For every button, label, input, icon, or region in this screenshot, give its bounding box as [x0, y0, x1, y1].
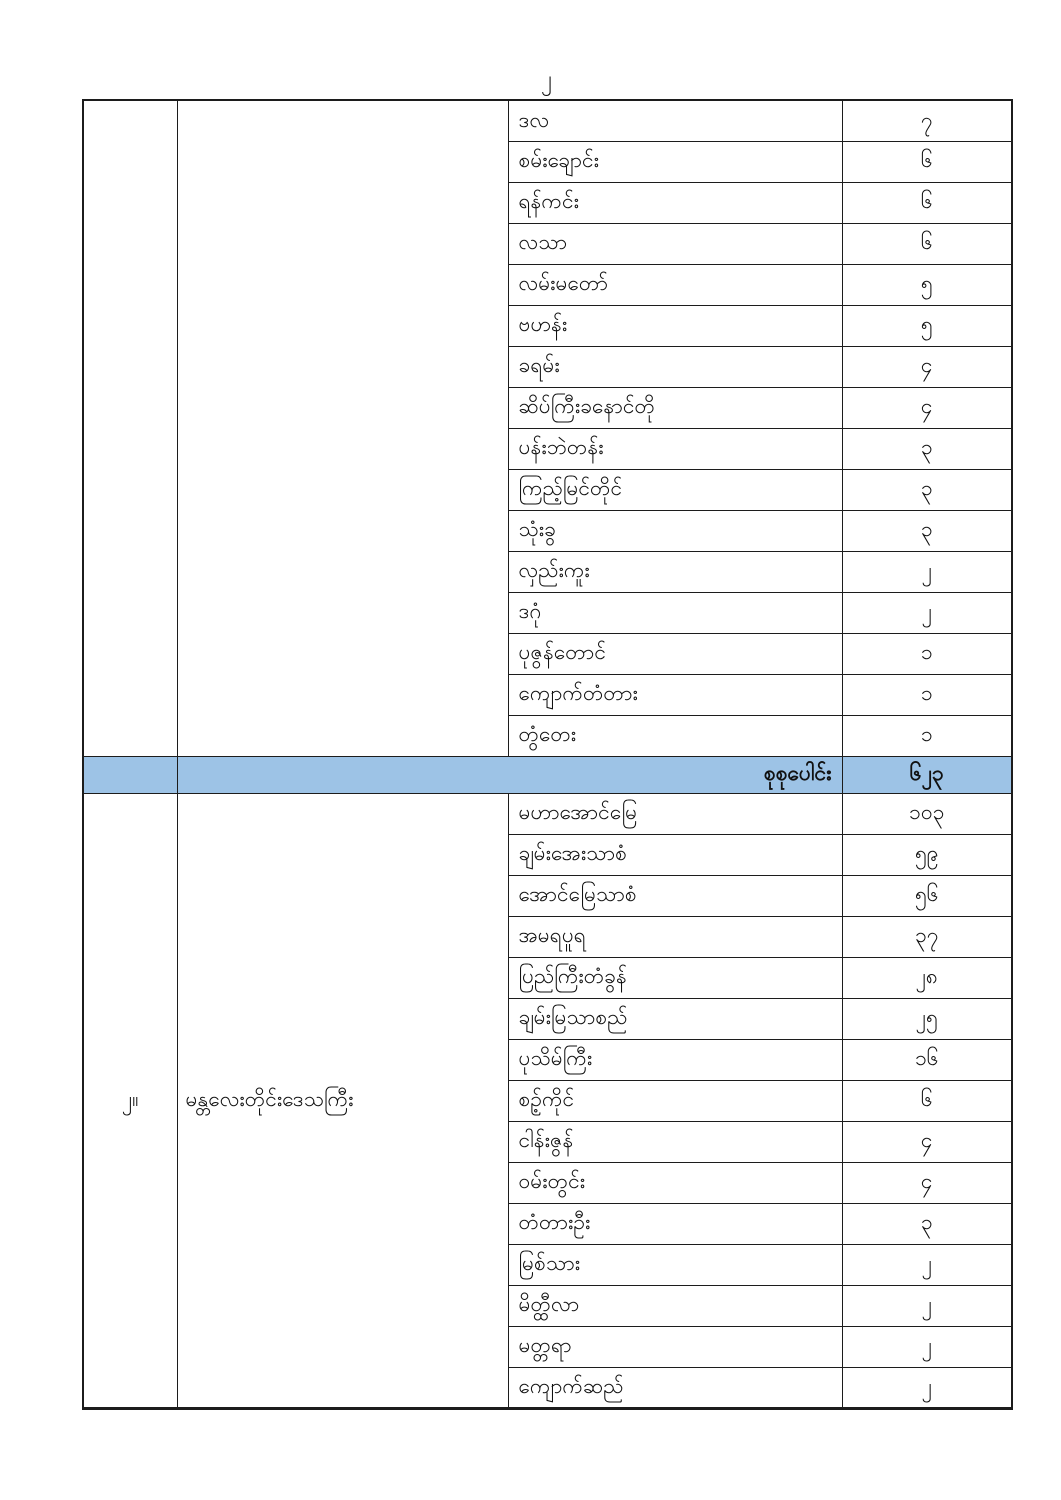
- table-row: [83, 100, 1012, 141]
- count-cell: ၄: [842, 1121, 1012, 1162]
- township-cell: ကြည့်မြင်တိုင်: [508, 469, 842, 510]
- township-cell: ငါန်းဇွန်: [508, 1121, 842, 1162]
- township-cell: လမ်းမတော်: [508, 264, 842, 305]
- count-cell: ၆: [842, 182, 1012, 223]
- region-name-cell: မန္တလေးတိုင်းဒေသကြီး: [177, 793, 508, 1408]
- townships-table: [82, 99, 1013, 1410]
- township-cell: ရန်ကင်း: [508, 182, 842, 223]
- township-cell: ဒလ: [508, 100, 842, 141]
- township-cell: ကျောက်တံတား: [508, 674, 842, 715]
- township-cell: ပန်းဘဲတန်း: [508, 428, 842, 469]
- section-index-cell: ၂။: [83, 793, 177, 1408]
- township-cell: ပြည်ကြီးတံခွန်: [508, 957, 842, 998]
- count-cell: ၃: [842, 1203, 1012, 1244]
- township-cell: ဝမ်းတွင်း: [508, 1162, 842, 1203]
- table-row: [83, 793, 1012, 834]
- township-cell: ဗဟန်း: [508, 305, 842, 346]
- township-cell: လှည်းကူး: [508, 551, 842, 592]
- region-name-cell: [177, 100, 508, 756]
- township-cell: စဉ့်ကိုင်: [508, 1080, 842, 1121]
- township-cell: လသာ: [508, 223, 842, 264]
- count-cell: ၅၉: [842, 834, 1012, 875]
- count-cell: ၃: [842, 428, 1012, 469]
- count-cell: ၅၆: [842, 875, 1012, 916]
- count-cell: ၅: [842, 305, 1012, 346]
- page-number: ၂: [541, 66, 552, 91]
- count-cell: ၃: [842, 510, 1012, 551]
- count-cell: ၆: [842, 223, 1012, 264]
- township-cell: မိတ္ထီလာ: [508, 1285, 842, 1326]
- township-cell: ခရမ်း: [508, 346, 842, 387]
- count-cell: ၂၅: [842, 998, 1012, 1039]
- township-cell: မဟာအောင်မြေ: [508, 793, 842, 834]
- township-cell: ကျောက်ဆည်: [508, 1367, 842, 1408]
- count-cell: ၂၈: [842, 957, 1012, 998]
- count-cell: ၁: [842, 633, 1012, 674]
- total-spacer-cell: [83, 756, 177, 793]
- count-cell: ၂: [842, 592, 1012, 633]
- count-cell: ၁: [842, 674, 1012, 715]
- township-cell: ပုဇွန်တောင်: [508, 633, 842, 674]
- township-cell: တံတားဦး: [508, 1203, 842, 1244]
- count-cell: ၁၆: [842, 1039, 1012, 1080]
- count-cell: ၄: [842, 1162, 1012, 1203]
- count-cell: ၁: [842, 715, 1012, 756]
- township-cell: မြစ်သား: [508, 1244, 842, 1285]
- count-cell: ၂: [842, 1326, 1012, 1367]
- count-cell: ၂: [842, 1244, 1012, 1285]
- count-cell: ၇: [842, 100, 1012, 141]
- count-cell: ၂: [842, 1285, 1012, 1326]
- count-cell: ၄: [842, 346, 1012, 387]
- township-cell: စမ်းချောင်း: [508, 141, 842, 182]
- count-cell: ၂: [842, 1367, 1012, 1408]
- section-index-cell: [83, 100, 177, 756]
- count-cell: ၂: [842, 551, 1012, 592]
- count-cell: ၃၇: [842, 916, 1012, 957]
- township-cell: ချမ်းအေးသာစံ: [508, 834, 842, 875]
- count-cell: ၅: [842, 264, 1012, 305]
- total-label-cell: စုစုပေါင်း: [177, 756, 842, 793]
- count-cell: ၆: [842, 141, 1012, 182]
- township-cell: အမရပူရ: [508, 916, 842, 957]
- total-value-cell: ၆၂၃: [842, 756, 1012, 793]
- township-cell: ဆိပ်ကြီးခနောင်တို: [508, 387, 842, 428]
- township-cell: ဒဂုံ: [508, 592, 842, 633]
- township-cell: ချမ်းမြသာစည်: [508, 998, 842, 1039]
- township-cell: မတ္တရာ: [508, 1326, 842, 1367]
- township-cell: အောင်မြေသာစံ: [508, 875, 842, 916]
- township-cell: တွံတေး: [508, 715, 842, 756]
- count-cell: ၄: [842, 387, 1012, 428]
- count-cell: ၁၀၃: [842, 793, 1012, 834]
- township-cell: ပုသိမ်ကြီး: [508, 1039, 842, 1080]
- count-cell: ၃: [842, 469, 1012, 510]
- township-cell: သုံးခွ: [508, 510, 842, 551]
- count-cell: ၆: [842, 1080, 1012, 1121]
- total-row: [83, 756, 1012, 793]
